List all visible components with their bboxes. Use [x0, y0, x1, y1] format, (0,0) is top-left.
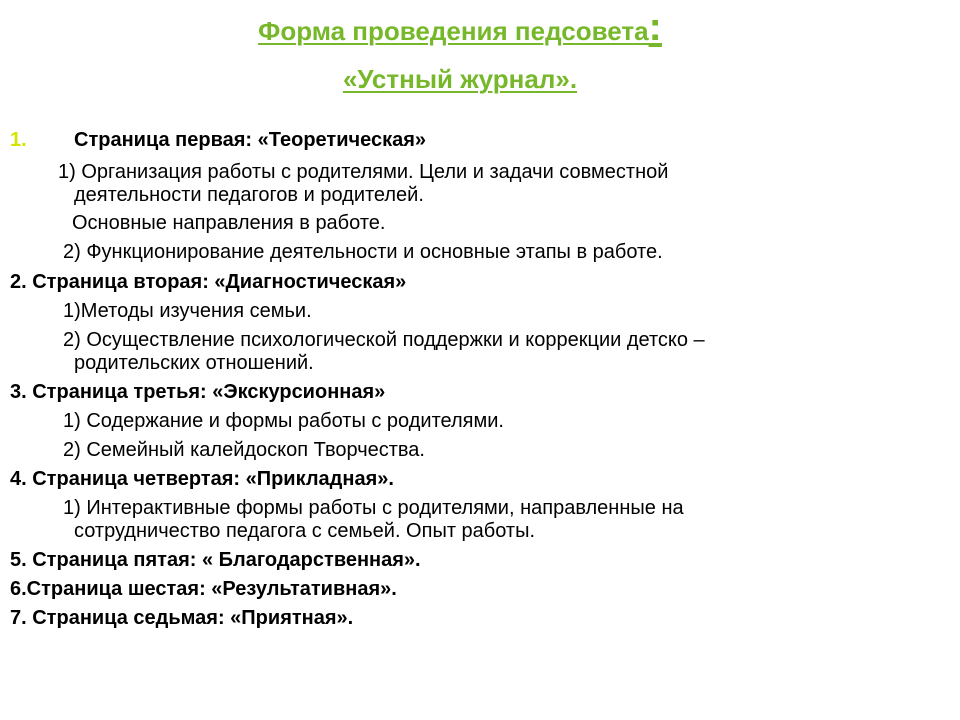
item1-sub2: 2) Функционирование деятельности и основные этапы в работе.: [63, 241, 663, 263]
item1-sub1-line3: Основные направления в работе.: [72, 212, 386, 234]
item4-heading: 4. Страница четвертая: «Прикладная».: [10, 468, 394, 490]
item5-heading: 5. Страница пятая: « Благодарственная».: [10, 549, 421, 571]
item1-heading: Страница первая: «Теоретическая»: [74, 129, 427, 151]
item6-heading: 6.Страница шестая: «Результативная».: [10, 578, 397, 600]
item4-sub1-line2: сотрудничество педагога с семьей. Опыт работы.: [74, 520, 536, 542]
item3-sub1: 1) Содержание и формы работы с родителями.: [63, 410, 504, 432]
item2-sub1: 1)Методы изучения семьи.: [63, 300, 312, 322]
item3-sub2: 2) Семейный калейдоскоп Творчества.: [63, 439, 425, 461]
item4-sub1-line1: 1) Интерактивные формы работы с родителями, направленные на: [63, 497, 684, 519]
title-text: Форма проведения педсовета: [258, 16, 649, 46]
item2-sub2-line1: 2) Осуществление психологической поддержки и коррекции детско –: [63, 329, 705, 351]
item1-number: 1.: [10, 129, 27, 151]
item1-sub1-line1: 1) Организация работы с родителями. Цели и задачи совместной: [58, 161, 669, 183]
item2-heading: 2. Страница вторая: «Диагностическая»: [10, 271, 407, 293]
slide-title-line1: [0, 5, 920, 49]
item2-sub2-line2: родительских отношений.: [74, 352, 314, 374]
item3-heading: 3. Страница третья: «Экскурсионная»: [10, 381, 386, 403]
item7-heading: 7. Страница седьмая: «Приятная».: [10, 607, 354, 629]
item1-sub1-line2: деятельности педагогов и родителей.: [74, 184, 424, 206]
title-colon: :: [648, 5, 662, 49]
slide-title-line2: «Устный журнал».: [342, 64, 578, 94]
